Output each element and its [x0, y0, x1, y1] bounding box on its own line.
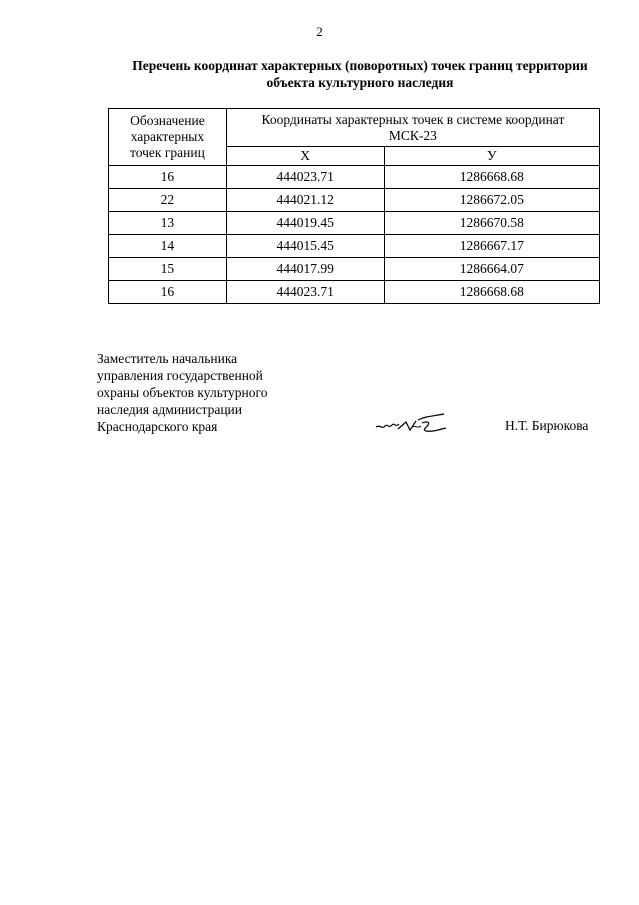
cell-point: 16 [109, 281, 227, 304]
signatory-position-line: наследия администрации [97, 402, 242, 417]
cell-y: 1286668.68 [384, 166, 600, 189]
signatory-position-line: охраны объектов культурного [97, 385, 268, 400]
cell-x: 444023.71 [226, 166, 384, 189]
document-title [60, 57, 639, 91]
header-x: X [226, 147, 384, 166]
header-point-designation [109, 109, 227, 166]
header-coordinates-group [226, 109, 599, 147]
header-y: У [384, 147, 600, 166]
header-point-line-1: Обозначение [130, 113, 205, 128]
cell-y: 1286670.58 [384, 212, 600, 235]
table-row [109, 258, 600, 281]
cell-y: 1286664.07 [384, 258, 600, 281]
cell-x: 444019.45 [226, 212, 384, 235]
cell-x: 444021.12 [226, 189, 384, 212]
document-title-line-1: Перечень координат характерных (поворотных) точек границ территории [132, 58, 588, 73]
table-row [109, 166, 600, 189]
document-title-line-2: объекта культурного наследия [266, 75, 454, 90]
cell-y: 1286672.05 [384, 189, 600, 212]
table-row [109, 189, 600, 212]
cell-point: 14 [109, 235, 227, 258]
handwritten-signature [372, 410, 452, 440]
signatory-position-line: Заместитель начальника [97, 351, 238, 366]
table-row [109, 212, 600, 235]
table-row [109, 235, 600, 258]
signatory-position [97, 350, 267, 435]
signatory-position-line: Краснодарского края [97, 419, 218, 434]
signatory-position-line: управления государственной [97, 368, 263, 383]
header-coordinates-line-1: Координаты характерных точек в системе координат [261, 111, 565, 127]
cell-y: 1286668.68 [384, 281, 600, 304]
signatory-name: Н.Т. Бирюкова [505, 418, 589, 433]
cell-x: 444023.71 [226, 281, 384, 304]
table-row [109, 281, 600, 304]
page-number: 2 [316, 24, 323, 39]
header-point-line-3: точек границ [130, 145, 205, 160]
cell-y: 1286667.17 [384, 235, 600, 258]
cell-point: 13 [109, 212, 227, 235]
cell-x: 444015.45 [226, 235, 384, 258]
cell-point: 15 [109, 258, 227, 281]
header-coordinates-line-2: МСК-23 [388, 127, 437, 143]
cell-point: 16 [109, 166, 227, 189]
cell-x: 444017.99 [226, 258, 384, 281]
header-point-line-2: характерных [130, 129, 205, 144]
cell-point: 22 [109, 189, 227, 212]
coordinates-table [108, 108, 600, 304]
